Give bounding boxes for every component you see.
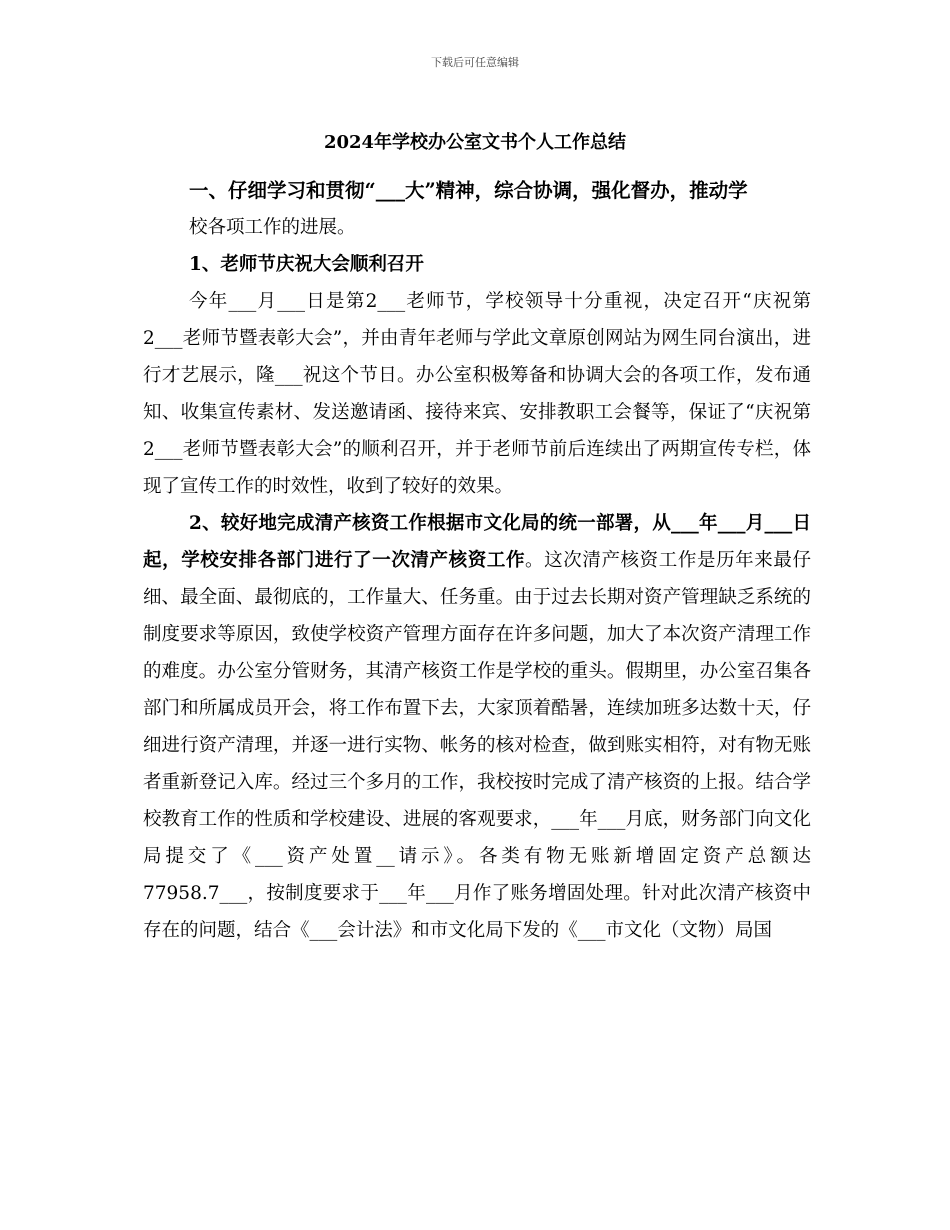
document-body: [143, 172, 811, 949]
item-2-body: 。这次清产核资工作是历年来最仔细、最全面、最彻底的，工作量大、任务重。由于过去长期对资产管理缺乏系统的制度要求等原因，致使学校资产管理方面存在许多问题，加大了本次资产清理工作的难度。办公室分管财务，其清产核资工作是学校的重头。假期里，办公室召集各部门和所属成员开会，将工作布置下去，大家顶着酷暑，连续加班多达数十天，仔细进行资产清理，并逐一进行实物、帐务的核对检查，做到账实相符，对有物无账者重新登记入库。经过三个多月的工作，我校按时完成了清产核资的上报。结合学校教育工作的性质和学校建设、进展的客观要求，___年___月底，财务部门向文化局提交了《___资产处置__请示》。各类有物无账新增固定资产总额达77958.7___，按制度要求于___年___月作了账务增固处理。针对此次清产核资中存在的问题，结合《___会计法》和市文化局下发的《___市文化（文物）局国: [143, 550, 811, 941]
page-title: 2024年学校办公室文书个人工作总结: [323, 132, 627, 153]
page-header-note: 下载后可任意编辑: [431, 56, 519, 69]
section-1-heading-continued: 校各项工作的进展。: [189, 217, 356, 238]
item-2-paragraph: [143, 505, 811, 949]
item-1-heading: 1、老师节庆祝大会顺利召开: [189, 254, 424, 275]
item-1-paragraph: 今年___月___日是第2___老师节，学校领导十分重视，决定召开“庆祝第2___老师节暨表彰大会”，并由青年老师与学此文章原创网站为网生同台演出，进行才艺展示，隆___祝这个节日。办公室积极筹备和协调大会的各项工作，发布通知、收集宣传素材、发送邀请函、接待来宾、安排教职工会餐等，保证了“庆祝第2___老师节暨表彰大会”的顺利召开，并于老师节前后连续出了两期宣传专栏，体现了宣传工作的时效性，收到了较好的效果。: [143, 291, 811, 497]
section-1-heading: 一、仔细学习和贯彻“___大”精神，综合协调，强化督办，推动学: [189, 179, 748, 202]
item-2-heading: 2、较好地完成清产核资工作根据市文化局的统一部署，从___年___月___日起，学校安排各部门进行了一次清产核资工作: [143, 513, 811, 571]
